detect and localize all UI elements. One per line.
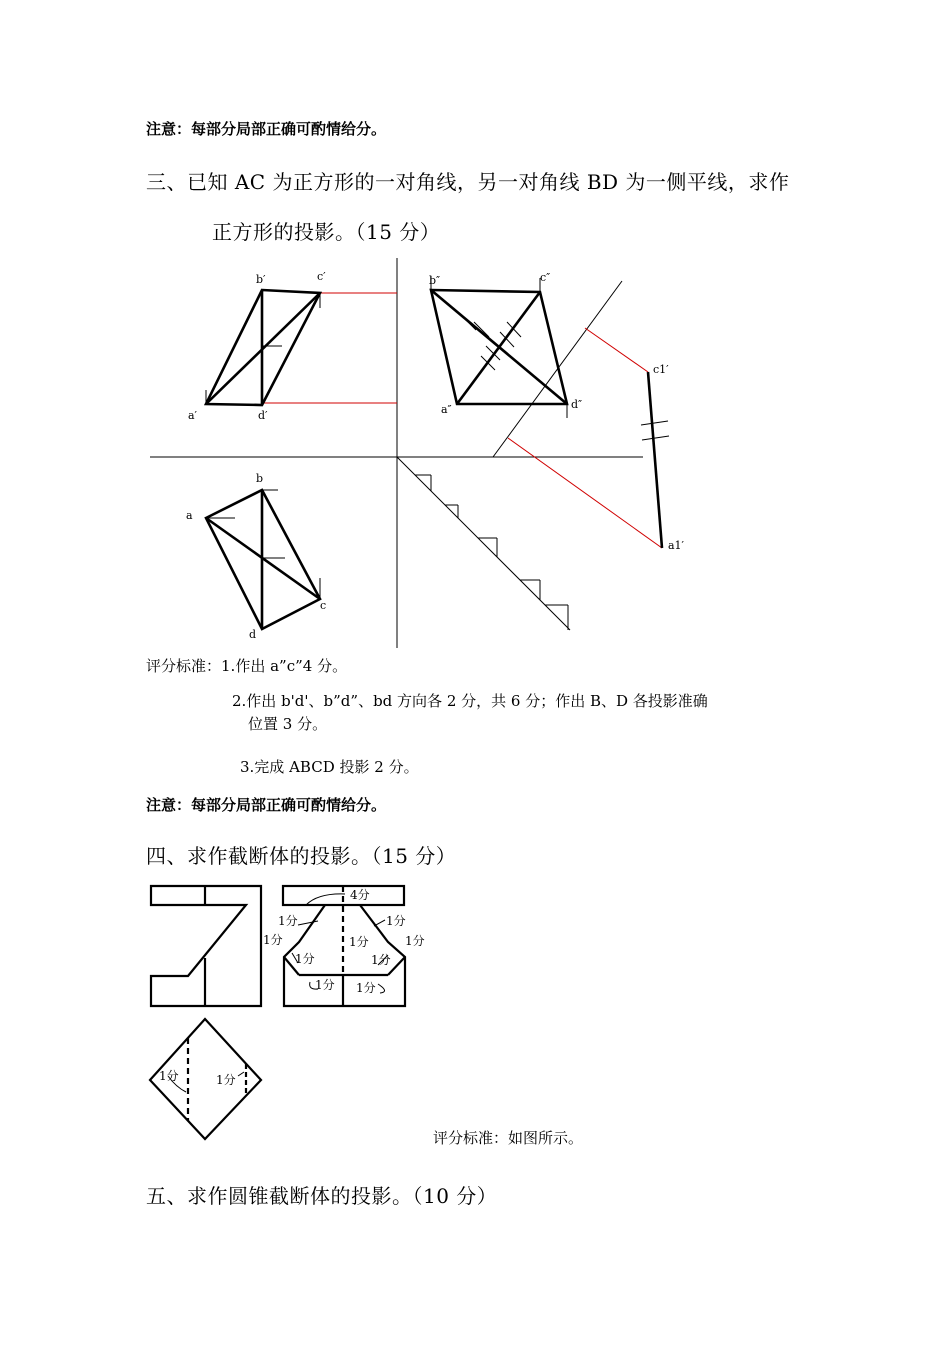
mark-right-upper: 1分	[386, 914, 406, 928]
question-4-heading: 四、求作截断体的投影。（15 分）	[146, 844, 457, 868]
grading-item-2: 2.作出 b'd'、b”d”、bd 方向各 2 分，共 6 分；作出 B、D 各投影准确	[232, 692, 708, 710]
mark-lower-right: 1分	[371, 953, 391, 967]
mark-left-side: 1分	[263, 933, 283, 947]
square-projection-diagram	[0, 250, 952, 650]
grading-item-3: 3.完成 ABCD 投影 2 分。	[240, 758, 419, 776]
label-c1-prime: c1′	[653, 363, 669, 376]
mark-plan-right: 1分	[216, 1073, 236, 1087]
mark-center-left: 1分	[349, 935, 369, 949]
label-c-prime: c′	[317, 270, 326, 283]
label-d: d	[249, 628, 257, 641]
label-b: b	[256, 472, 264, 485]
mark-right-side: 1分	[405, 934, 425, 948]
label-c: c	[320, 599, 327, 612]
scoring-note: 注意：每部分局部正确可酌情给分。	[146, 120, 387, 138]
q3-grading-line-1	[146, 655, 347, 676]
truncated-solid-diagram	[0, 880, 952, 1150]
grading-item-1: 1.作出 a”c”4 分。	[221, 657, 348, 675]
label-a-prime: a′	[188, 409, 198, 422]
label-a-dprime: a″	[441, 403, 452, 416]
label-d-prime: d′	[258, 409, 268, 422]
mark-bottom-right: 1分	[356, 981, 376, 995]
label-c-dprime: c″	[540, 271, 551, 284]
grading-item-2-cont: 位置 3 分。	[248, 715, 328, 733]
q4-grading: 评分标准：如图所示。	[433, 1129, 584, 1147]
mark-top: 4分	[350, 888, 370, 902]
label-d-dprime: d″	[571, 398, 583, 411]
question-5-heading: 五、求作圆锥截断体的投影。（10 分）	[146, 1184, 498, 1208]
grading-label: 评分标准：	[146, 657, 222, 675]
label-b-dprime: b″	[429, 274, 441, 287]
label-b-prime: b′	[256, 273, 266, 286]
mark-plan-left: 1分	[159, 1069, 179, 1083]
mark-bottom-left: 1分	[315, 978, 335, 992]
question-3-heading: 三、已知 AC 为正方形的一对角线，另一对角线 BD 为一侧平线，求作	[146, 170, 790, 194]
scoring-note: 注意：每部分局部正确可酌情给分。	[146, 796, 387, 814]
mark-lower-left: 1分	[295, 952, 315, 966]
label-a1-prime: a1′	[668, 539, 685, 552]
label-a: a	[186, 509, 193, 522]
mark-left-upper: 1分	[278, 914, 298, 928]
question-3-heading-cont: 正方形的投影。（15 分）	[212, 220, 441, 244]
